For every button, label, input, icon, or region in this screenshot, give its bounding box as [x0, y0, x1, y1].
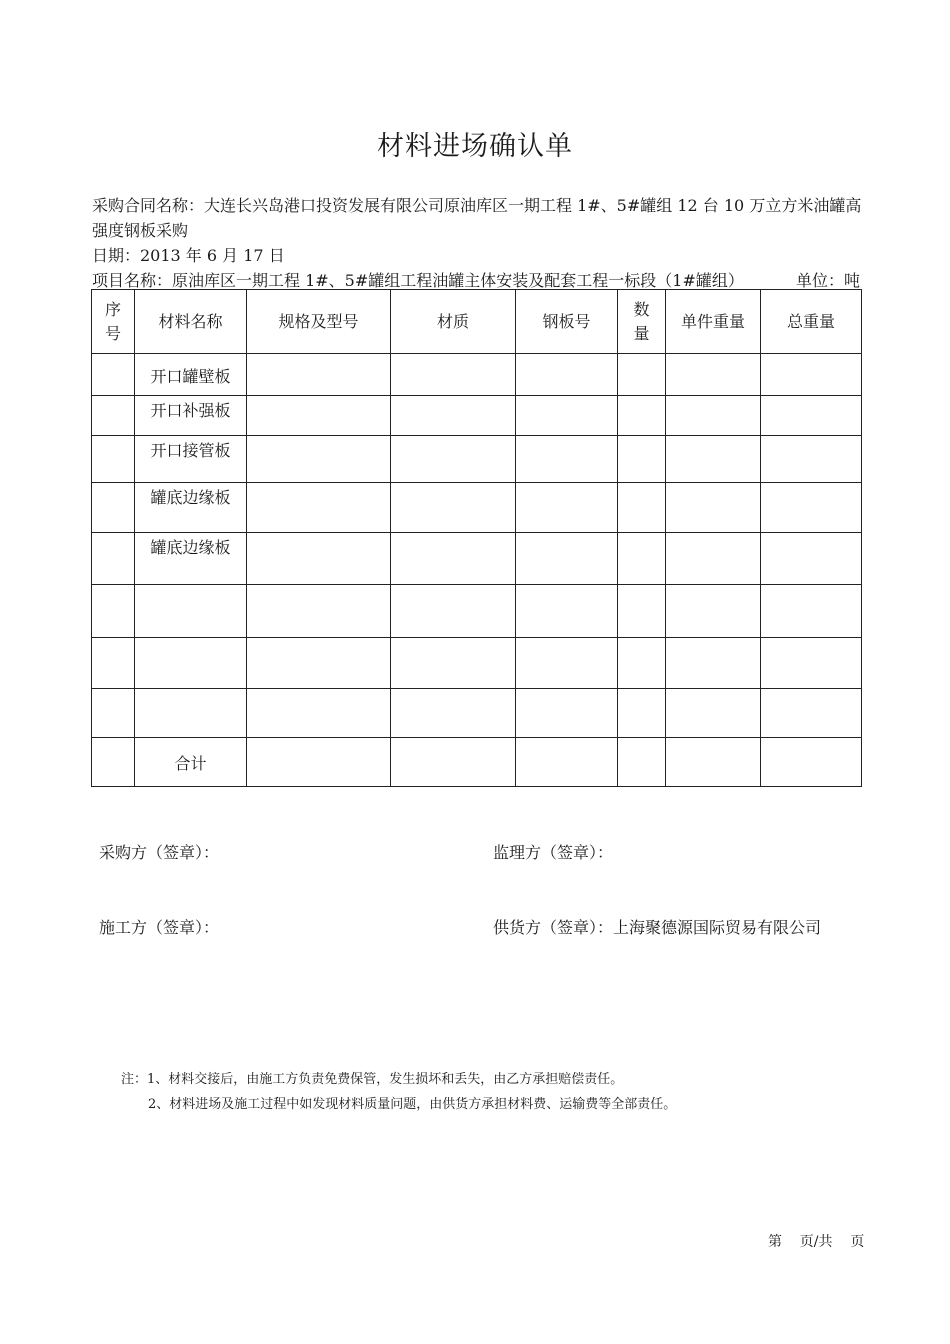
- cell-unit-weight[interactable]: [666, 585, 761, 638]
- cell-total-weight[interactable]: [761, 585, 862, 638]
- header-material-grade: 材质: [391, 290, 516, 354]
- table-total-row: [92, 738, 862, 787]
- cell-grade[interactable]: [391, 738, 516, 787]
- cell-unit-weight[interactable]: [666, 396, 761, 436]
- cell-material-name[interactable]: [135, 689, 247, 738]
- cell-grade[interactable]: [391, 533, 516, 585]
- cell-total-weight[interactable]: [761, 396, 862, 436]
- cell-plate[interactable]: [516, 585, 618, 638]
- header-spec-model: 规格及型号: [247, 290, 391, 354]
- cell-spec[interactable]: [247, 689, 391, 738]
- cell-unit-weight[interactable]: [666, 436, 761, 483]
- table-row: [92, 483, 862, 533]
- cell-unit-weight[interactable]: [666, 638, 761, 689]
- cell-spec[interactable]: [247, 354, 391, 396]
- cell-total-weight[interactable]: [761, 483, 862, 533]
- cell-unit-weight[interactable]: [666, 738, 761, 787]
- cell-seq[interactable]: [92, 436, 135, 483]
- contract-name-line-2: 强度钢板采购: [92, 221, 189, 240]
- header-seq: [92, 290, 135, 354]
- cell-qty[interactable]: [618, 533, 666, 585]
- cell-seq[interactable]: [92, 396, 135, 436]
- project-name-line: 项目名称：原油库区一期工程 1#、5#罐组工程油罐主体安装及配套工程一标段（1#罐组）: [92, 271, 744, 290]
- cell-grade[interactable]: [391, 689, 516, 738]
- header-material-name: 材料名称: [135, 290, 247, 354]
- cell-grade[interactable]: [391, 638, 516, 689]
- cell-total-weight[interactable]: [761, 738, 862, 787]
- cell-material-name[interactable]: [135, 585, 247, 638]
- header-quantity: [618, 290, 666, 354]
- cell-seq[interactable]: [92, 738, 135, 787]
- cell-total-weight[interactable]: [761, 638, 862, 689]
- cell-spec[interactable]: [247, 396, 391, 436]
- supplier-signature: 供货方（签章）：上海聚德源国际贸易有限公司: [493, 918, 822, 937]
- table-row: [92, 354, 862, 396]
- cell-material-name[interactable]: [135, 638, 247, 689]
- cell-qty[interactable]: [618, 638, 666, 689]
- cell-unit-weight[interactable]: [666, 483, 761, 533]
- total-label: 合计: [135, 738, 247, 787]
- header-total-weight: 总重量: [761, 290, 862, 354]
- unit-label: 单位：吨: [796, 271, 861, 290]
- cell-grade[interactable]: [391, 483, 516, 533]
- supervisor-signature: 监理方（签章）：: [493, 843, 614, 862]
- cell-total-weight[interactable]: [761, 354, 862, 396]
- document-title: 材料进场确认单: [377, 131, 573, 162]
- header-plate-number: 钢板号: [516, 290, 618, 354]
- cell-unit-weight[interactable]: [666, 354, 761, 396]
- cell-plate[interactable]: [516, 483, 618, 533]
- note-1: 注：1、材料交接后，由施工方负责免费保管，发生损坏和丢失，由乙方承担赔偿责任。: [121, 1072, 624, 1087]
- header-seq-line-2: 号: [104, 323, 121, 343]
- cell-material-name[interactable]: 开口罐壁板: [135, 354, 247, 396]
- cell-spec[interactable]: [247, 585, 391, 638]
- purchaser-signature: 采购方（签章）：: [99, 843, 220, 862]
- cell-qty[interactable]: [618, 585, 666, 638]
- cell-material-name[interactable]: 罐底边缘板: [135, 483, 247, 533]
- table-row: [92, 396, 862, 436]
- cell-grade[interactable]: [391, 585, 516, 638]
- cell-qty[interactable]: [618, 738, 666, 787]
- header-unit-weight: 单件重量: [666, 290, 761, 354]
- cell-plate[interactable]: [516, 354, 618, 396]
- cell-total-weight[interactable]: [761, 689, 862, 738]
- cell-seq[interactable]: [92, 585, 135, 638]
- cell-plate[interactable]: [516, 396, 618, 436]
- cell-seq[interactable]: [92, 533, 135, 585]
- contract-name-line-1: 采购合同名称：大连长兴岛港口投资发展有限公司原油库区一期工程 1#、5#罐组 12 台 10 万立方米油罐高: [92, 196, 862, 215]
- table-row: [92, 689, 862, 738]
- cell-seq[interactable]: [92, 354, 135, 396]
- cell-material-name[interactable]: 开口接管板: [135, 436, 247, 483]
- materials-table: [91, 289, 862, 787]
- cell-unit-weight[interactable]: [666, 689, 761, 738]
- header-seq-line-1: 序: [104, 299, 121, 319]
- constructor-signature: 施工方（签章）：: [99, 918, 220, 937]
- cell-spec[interactable]: [247, 638, 391, 689]
- cell-total-weight[interactable]: [761, 436, 862, 483]
- cell-material-name[interactable]: 罐底边缘板: [135, 533, 247, 585]
- cell-grade[interactable]: [391, 354, 516, 396]
- table-row: [92, 638, 862, 689]
- cell-plate[interactable]: [516, 638, 618, 689]
- cell-spec[interactable]: [247, 483, 391, 533]
- cell-spec[interactable]: [247, 738, 391, 787]
- cell-grade[interactable]: [391, 436, 516, 483]
- cell-plate[interactable]: [516, 738, 618, 787]
- cell-qty[interactable]: [618, 396, 666, 436]
- table-row: [92, 436, 862, 483]
- cell-seq[interactable]: [92, 483, 135, 533]
- cell-seq[interactable]: [92, 638, 135, 689]
- cell-grade[interactable]: [391, 396, 516, 436]
- cell-total-weight[interactable]: [761, 533, 862, 585]
- cell-seq[interactable]: [92, 689, 135, 738]
- date-line: 日期：2013 年 6 月 17 日: [92, 246, 285, 265]
- header-qty-line-2: 量: [633, 323, 650, 343]
- note-2: 2、材料进场及施工过程中如发现材料质量问题，由供货方承担材料费、运输费等全部责任。: [148, 1097, 677, 1112]
- cell-material-name[interactable]: 开口补强板: [135, 396, 247, 436]
- cell-plate[interactable]: [516, 689, 618, 738]
- table-row: [92, 533, 862, 585]
- cell-qty[interactable]: [618, 436, 666, 483]
- cell-qty[interactable]: [618, 483, 666, 533]
- cell-qty[interactable]: [618, 354, 666, 396]
- cell-unit-weight[interactable]: [666, 533, 761, 585]
- cell-plate[interactable]: [516, 533, 618, 585]
- table-header-row: [92, 290, 862, 354]
- cell-spec[interactable]: [247, 436, 391, 483]
- table-row: [92, 585, 862, 638]
- cell-qty[interactable]: [618, 689, 666, 738]
- header-qty-line-1: 数: [633, 299, 650, 319]
- cell-spec[interactable]: [247, 533, 391, 585]
- cell-plate[interactable]: [516, 436, 618, 483]
- page-footer: 第 页/共 页: [768, 1234, 865, 1250]
